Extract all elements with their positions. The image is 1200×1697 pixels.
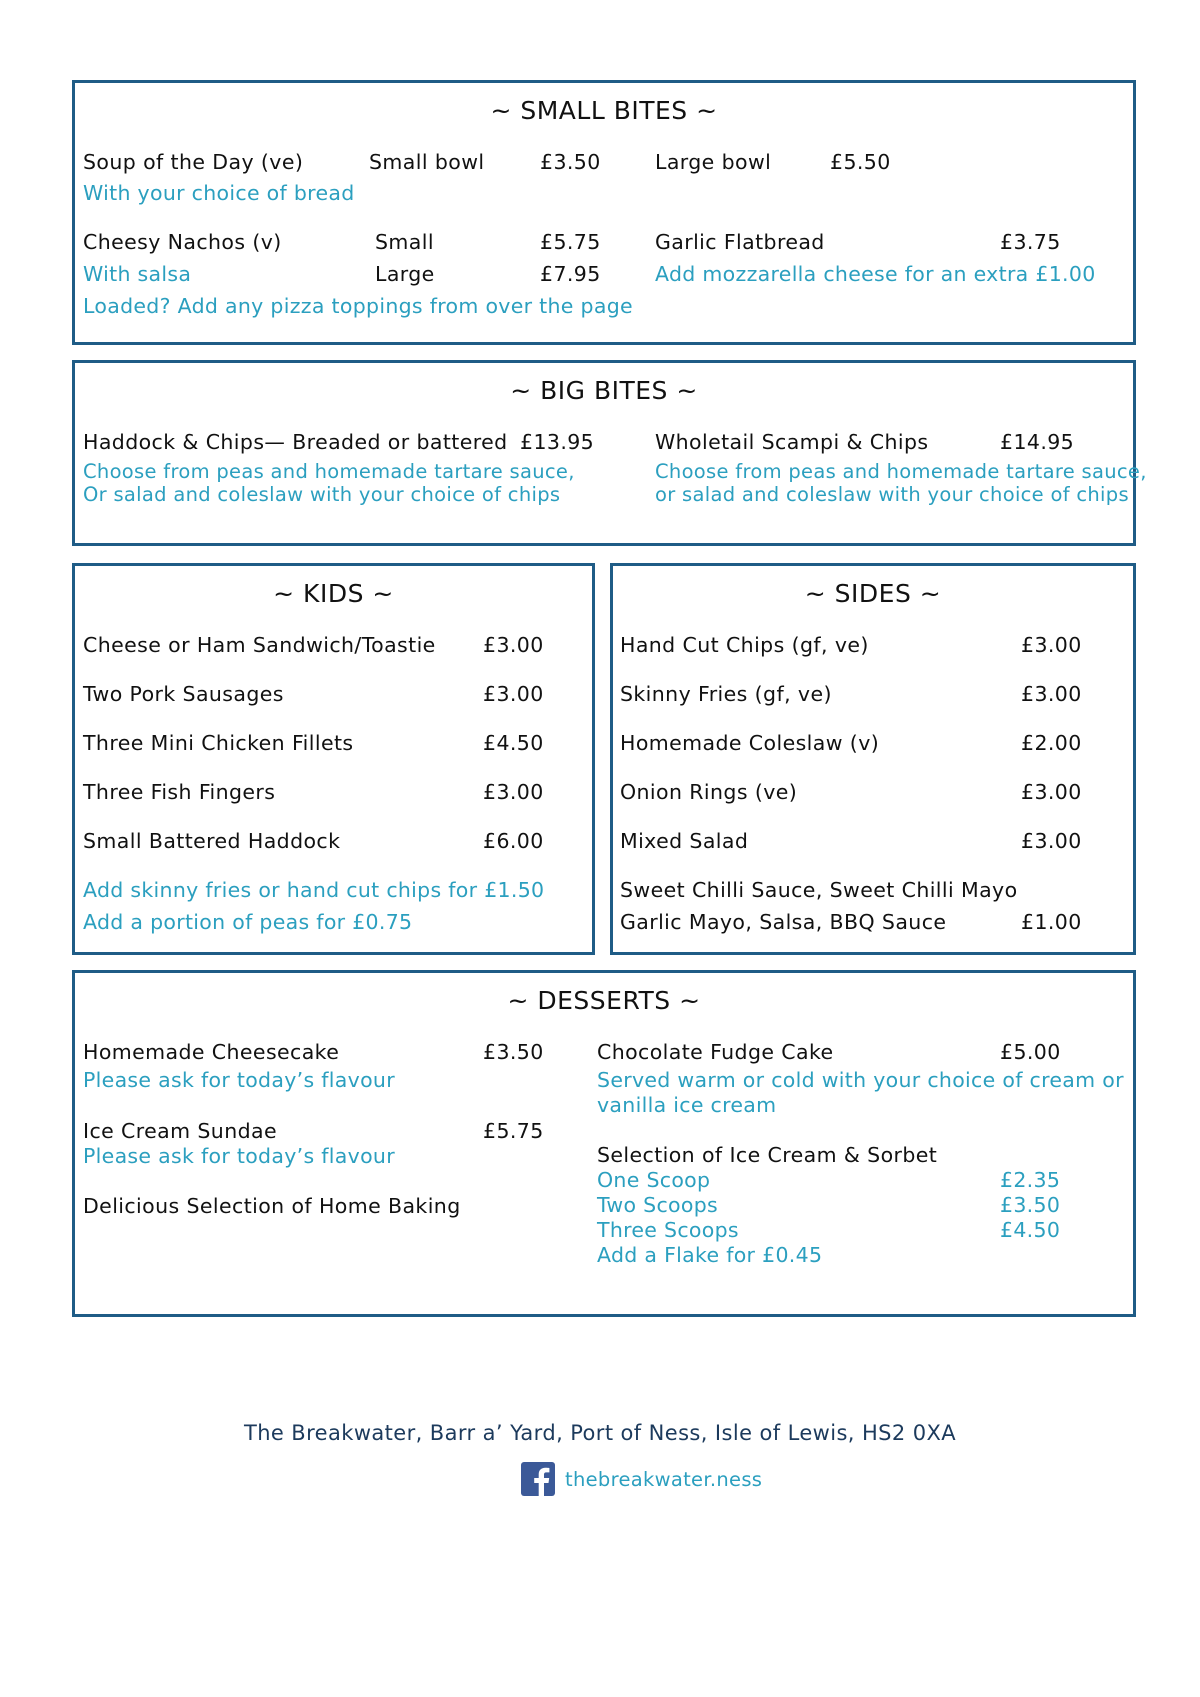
sides-item-price: £3.00 [1021,633,1082,657]
ice-cream-name: Selection of Ice Cream & Sorbet [597,1143,938,1167]
sides-item-name: Onion Rings (ve) [620,780,798,804]
scampi-price: £14.95 [1000,430,1075,454]
scampi-name: Wholetail Scampi & Chips [655,430,929,454]
home-baking-name: Delicious Selection of Home Baking [83,1194,461,1218]
ice-cream-option-price: £2.35 [1000,1168,1061,1192]
cheesecake-price: £3.50 [483,1040,544,1064]
sides-item-price: £3.00 [1021,829,1082,853]
haddock-desc-1: Choose from peas and homemade tartare sauce, [83,460,575,483]
kids-heading: ~ KIDS ~ [273,579,394,608]
small-bites-heading: ~ SMALL BITES ~ [490,96,718,125]
flatbread-price: £3.75 [1000,230,1061,254]
nachos-large-label: Large [375,262,435,286]
haddock-desc-2: Or salad and coleslaw with your choice of chips [83,483,561,506]
nachos-note: Loaded? Add any pizza toppings from over the page [83,294,633,318]
ice-cream-option-price: £4.50 [1000,1218,1061,1242]
kids-item-name: Three Mini Chicken Fillets [83,731,354,755]
soup-large-price: £5.50 [830,150,891,174]
soup-small-label: Small bowl [369,150,485,174]
sides-item-name: Hand Cut Chips (gf, ve) [620,633,869,657]
sauces-line-1: Sweet Chilli Sauce, Sweet Chilli Mayo [620,878,1018,902]
sauces-price: £1.00 [1021,910,1082,934]
scampi-desc-1: Choose from peas and homemade tartare sauce, [655,460,1147,483]
soup-large-label: Large bowl [655,150,772,174]
cheesecake-desc: Please ask for today’s flavour [83,1068,395,1092]
soup-name: Soup of the Day (ve) [83,150,304,174]
cheesecake-name: Homemade Cheesecake [83,1040,340,1064]
kids-section [72,563,595,955]
facebook-icon [521,1462,555,1496]
sides-item-name: Skinny Fries (gf, ve) [620,682,832,706]
sides-section [610,563,1136,955]
haddock-price: £13.95 [520,430,595,454]
kids-item-price: £4.50 [483,731,544,755]
big-bites-heading: ~ BIG BITES ~ [510,376,698,405]
kids-item-price: £6.00 [483,829,544,853]
scampi-desc-2: or salad and coleslaw with your choice of chips [655,483,1129,506]
footer-address: The Breakwater, Barr a’ Yard, Port of Ness, Isle of Lewis, HS2 0XA [243,1421,957,1445]
nachos-desc: With salsa [83,262,192,286]
soup-small-price: £3.50 [540,150,601,174]
fudge-cake-name: Chocolate Fudge Cake [597,1040,834,1064]
sides-item-name: Homemade Coleslaw (v) [620,731,880,755]
kids-item-name: Three Fish Fingers [83,780,276,804]
ice-cream-option-price: £3.50 [1000,1193,1061,1217]
kids-item-price: £3.00 [483,633,544,657]
sides-heading: ~ SIDES ~ [804,579,942,608]
sides-item-price: £3.00 [1021,682,1082,706]
nachos-small-label: Small [375,230,434,254]
desserts-section [72,970,1136,1317]
ice-cream-option-label: Three Scoops [597,1218,739,1242]
flatbread-desc: Add mozzarella cheese for an extra £1.00 [655,262,1096,286]
big-bites-section [72,360,1147,546]
fudge-cake-desc-1: Served warm or cold with your choice of cream or [597,1068,1124,1092]
facebook-handle[interactable]: thebreakwater.ness [565,1467,763,1491]
small-bites-section [72,80,1136,345]
flake-note: Add a Flake for £0.45 [597,1243,823,1267]
kids-item-name: Small Battered Haddock [83,829,341,853]
sundae-desc: Please ask for today’s flavour [83,1144,395,1168]
sundae-name: Ice Cream Sundae [83,1119,277,1143]
soup-desc: With your choice of bread [83,181,355,205]
desserts-heading: ~ DESSERTS ~ [507,986,701,1015]
sauces-line-2: Garlic Mayo, Salsa, BBQ Sauce [620,910,947,934]
flatbread-name: Garlic Flatbread [655,230,825,254]
fudge-cake-desc-2: vanilla ice cream [597,1093,777,1117]
kids-note-peas: Add a portion of peas for £0.75 [83,910,413,934]
kids-item-price: £3.00 [483,780,544,804]
kids-item-name: Two Pork Sausages [83,682,284,706]
haddock-name: Haddock & Chips— Breaded or battered [83,430,508,454]
ice-cream-option-label: Two Scoops [597,1193,719,1217]
fudge-cake-price: £5.00 [1000,1040,1061,1064]
sides-item-price: £2.00 [1021,731,1082,755]
kids-item-name: Cheese or Ham Sandwich/Toastie [83,633,436,657]
facebook-link[interactable] [521,1462,762,1496]
nachos-name: Cheesy Nachos (v) [83,230,282,254]
nachos-small-price: £5.75 [540,230,601,254]
kids-item-price: £3.00 [483,682,544,706]
sides-item-price: £3.00 [1021,780,1082,804]
ice-cream-option-label: One Scoop [597,1168,711,1192]
kids-note-chips: Add skinny fries or hand cut chips for £1.50 [83,878,545,902]
nachos-large-price: £7.95 [540,262,601,286]
sundae-price: £5.75 [483,1119,544,1143]
sides-item-name: Mixed Salad [620,829,749,853]
